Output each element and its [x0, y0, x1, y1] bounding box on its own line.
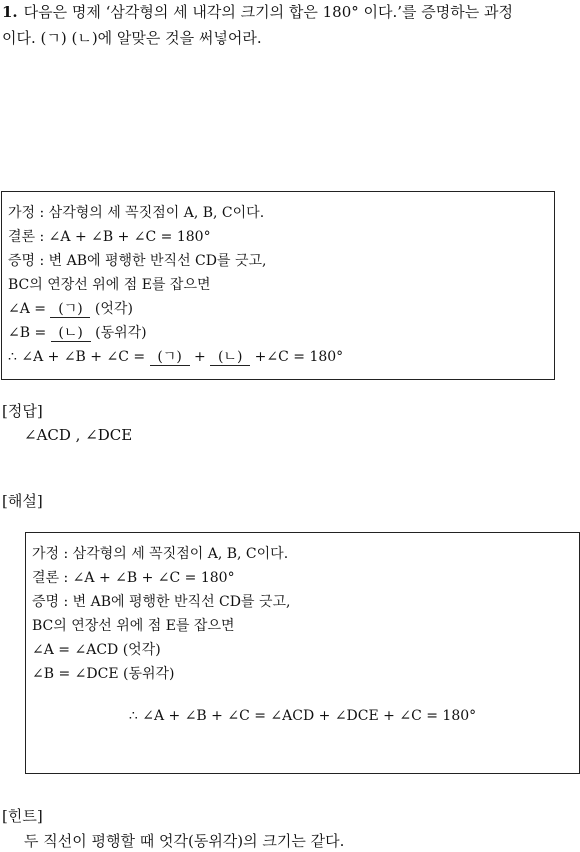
explanation-box — [25, 532, 580, 774]
therefore-prefix: ∴ ∠A + ∠B + ∠C = — [8, 349, 150, 365]
problem-box — [1, 191, 555, 380]
angle-b-prefix: ∠B = — [8, 325, 51, 341]
blank-giyeok-2[interactable]: (ㄱ) — [150, 349, 190, 366]
explanation-assumption: 가정 : 삼각형의 세 꼭짓점이 A, B, C이다. — [32, 546, 289, 562]
problem-assumption: 가정 : 삼각형의 세 꼭짓점이 A, B, C이다. — [8, 205, 265, 221]
blank-nieun[interactable]: (ㄴ) — [51, 325, 91, 342]
explanation-proof-line-2: BC의 연장선 위에 점 E를 잡으면 — [32, 618, 235, 634]
problem-proof-start: 증명 : 변 AB에 평행한 반직선 CD를 긋고, — [8, 253, 267, 269]
explanation-angle-a: ∠A = ∠ACD (엇각) — [32, 642, 161, 658]
hint-text: 두 직선이 평행할 때 엇각(동위각)의 크기는 같다. — [24, 832, 345, 850]
explanation-therefore: ∴ ∠A + ∠B + ∠C = ∠ACD + ∠DCE + ∠C = 180° — [128, 708, 477, 724]
answer-heading: [정답] — [2, 402, 43, 420]
answer-text: ∠ACD , ∠DCE — [24, 426, 133, 444]
question-line-1 — [2, 2, 513, 22]
explanation-angle-b: ∠B = ∠DCE (동위각) — [32, 666, 175, 682]
hint-heading: [힌트] — [2, 807, 43, 825]
question-text-1: 다음은 명제 ‘삼각형의 세 내각의 크기의 합은 180° 이다.’를 증명하는 과정 — [23, 3, 514, 21]
angle-a-suffix: (엇각) — [90, 301, 133, 317]
therefore-plus: + — [189, 349, 211, 365]
therefore-suffix: +∠C = 180° — [250, 349, 344, 365]
problem-angle-b-line — [8, 324, 147, 342]
problem-angle-a-line — [8, 300, 133, 318]
question-line-2: 이다. (ㄱ) (ㄴ)에 알맞은 것을 써넣어라. — [2, 29, 262, 47]
angle-a-prefix: ∠A = — [8, 301, 51, 317]
problem-therefore-line — [8, 348, 343, 366]
explanation-conclusion: 결론 : ∠A + ∠B + ∠C = 180° — [32, 570, 235, 586]
problem-proof-line-2: BC의 연장선 위에 점 E를 잡으면 — [8, 277, 211, 293]
blank-giyeok[interactable]: (ㄱ) — [50, 301, 90, 318]
explanation-heading: [해설] — [2, 492, 43, 510]
question-number: 1. — [2, 3, 18, 21]
angle-b-suffix: (동위각) — [90, 325, 147, 341]
problem-conclusion: 결론 : ∠A + ∠B + ∠C = 180° — [8, 229, 211, 245]
blank-nieun-2[interactable]: (ㄴ) — [210, 349, 250, 366]
explanation-proof-start: 증명 : 변 AB에 평행한 반직선 CD를 긋고, — [32, 594, 291, 610]
